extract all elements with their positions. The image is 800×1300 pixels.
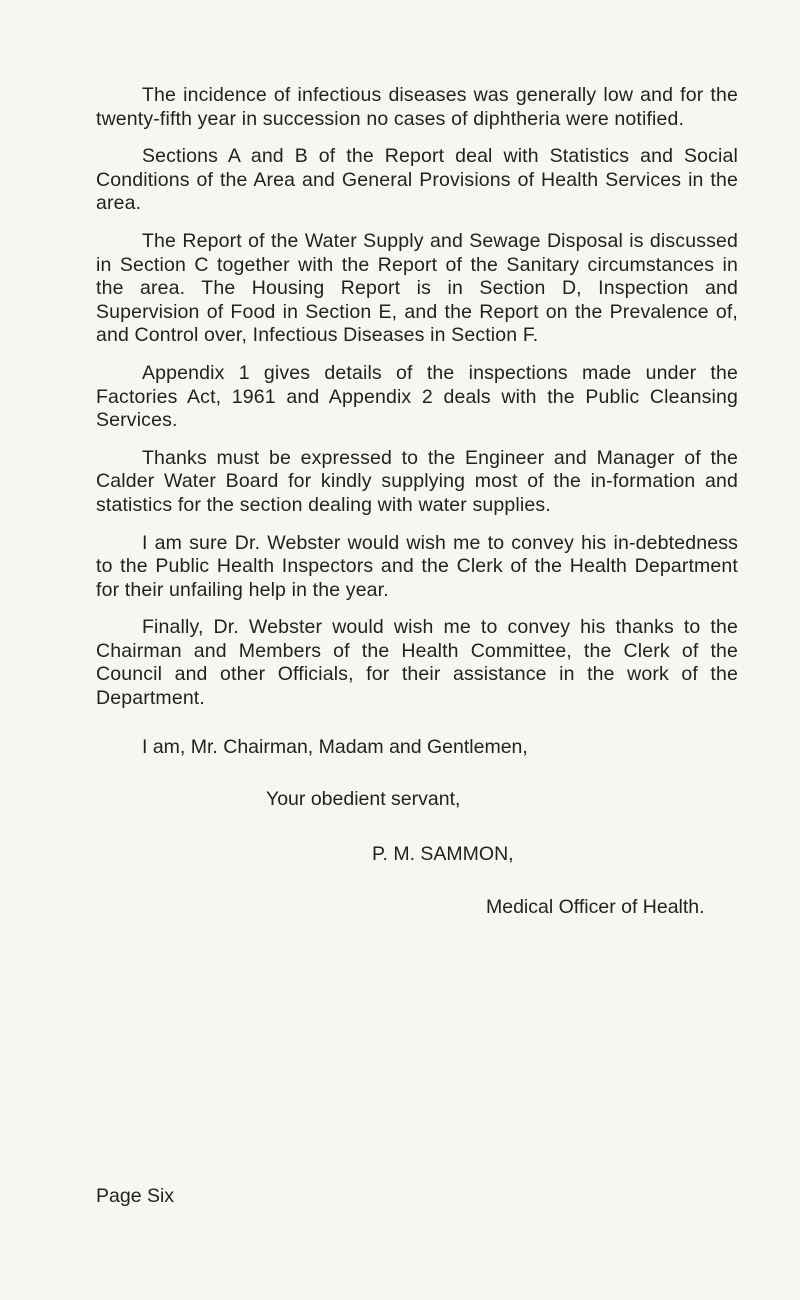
closing-servant: Your obedient servant, [266,788,461,810]
paragraph-infectious-diseases: The incidence of infectious diseases was generally low and for the twenty-fifth year in succession no cases of diphtheria were notified. [96,84,738,130]
page-number: Page Six [96,1185,175,1207]
paragraph-water-supply: The Report of the Water Supply and Sewage Disposal is discussed in Section C together with the Report of the Sanitary circumstances in the area. The Housing Report is in Section D, Inspection and Supervision of Food in Section E, and the Report on the Prevalence of, and Control over, Infectious Diseases in Section F. [96,229,738,347]
paragraph-sections-a-b: Sections A and B of the Report deal with Statistics and Social Conditions of the Area and General Provisions of Health Services in the area. [96,145,738,215]
signature-title: Medical Officer of Health. [486,896,705,918]
paragraph-indebtedness: I am sure Dr. Webster would wish me to convey his in-debtedness to the Public Health Inspectors and the Clerk of the Health Department for their unfailing help in the year. [96,531,738,601]
paragraph-thanks-water-board: Thanks must be expressed to the Engineer and Manager of the Calder Water Board for kindly supplying most of the in-formation and statistics for the section dealing with water supplies. [96,446,738,516]
closing-salutation: I am, Mr. Chairman, Madam and Gentlemen, [142,736,528,758]
paragraph-final-thanks: Finally, Dr. Webster would wish me to convey his thanks to the Chairman and Members of the Health Committee, the Clerk of the Council and other Officials, for their assistance in the work of the Department. [96,616,738,710]
letter-body [96,84,738,725]
paragraph-appendices: Appendix 1 gives details of the inspections made under the Factories Act, 1961 and Appendix 2 deals with the Public Cleansing Services. [96,361,738,432]
signature-name: P. M. SAMMON, [372,843,514,865]
